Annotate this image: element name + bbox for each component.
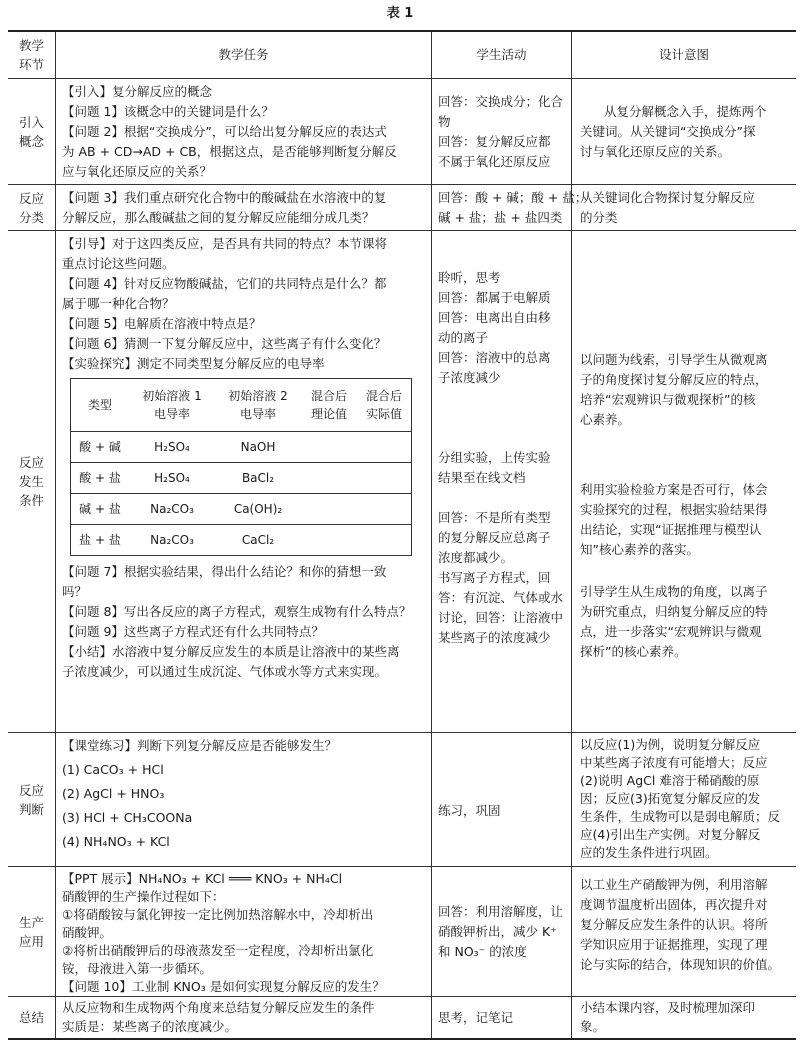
intent-line: 以反应(1)为例，说明复分解反应 bbox=[580, 737, 761, 752]
activity-line: 某些离子的浓度减少 bbox=[438, 630, 551, 645]
task-line: 子浓度减少，可以通过生成沉淀、气体或水等方式来实现。 bbox=[62, 664, 388, 679]
header-stage: 教学 环节 bbox=[18, 38, 44, 72]
activity-line: 浓度都减少。 bbox=[438, 550, 514, 565]
intent-line: 因；反应(3)拓宽复分解反应的发 bbox=[580, 791, 761, 806]
activity-line: 的复分解反应总离子 bbox=[438, 530, 551, 545]
experiment-row bbox=[71, 462, 411, 493]
activity-line: 回答：溶液中的总离 bbox=[438, 350, 551, 365]
activity-line: 书写离子方程式，回 bbox=[438, 570, 551, 585]
task-line: 【问题 2】根据“交换成分”，可以给出复分解反应的表达式 bbox=[62, 124, 387, 139]
task-line: ①将硝酸铵与氯化钾按一定比例加热溶解水中，冷却析出 bbox=[62, 907, 374, 922]
table-row bbox=[8, 230, 796, 732]
intent-line: 应(4)引出生产实例。对复分解反 bbox=[580, 827, 761, 842]
task-line: 应与氧化还原反应的关系？ bbox=[62, 164, 213, 179]
table-caption: 表 1 bbox=[386, 6, 414, 21]
intent-line: 利用实验检验方案是否可行，体会 bbox=[580, 482, 768, 497]
task-line: 【PPT 展示】NH₄NO₃ + KCl ═══ KNO₃ + NH₄Cl bbox=[62, 871, 343, 886]
intent-line: 的分类 bbox=[580, 210, 618, 225]
task-cell bbox=[56, 997, 432, 1038]
activity-cell bbox=[432, 79, 572, 184]
experiment-header: 初始溶液 1 电导率 bbox=[142, 389, 202, 421]
table-row bbox=[8, 732, 796, 866]
intent-line: 生条件，生成物可以是弱电解质；反 bbox=[580, 809, 781, 824]
experiment-cell: H₂SO₄ bbox=[154, 440, 190, 454]
task-line: 硝酸钾的生产操作过程如下： bbox=[62, 889, 225, 904]
activity-line: 回答：都属于电解质 bbox=[438, 290, 551, 305]
stage-conditions: 反应 发生 条件 bbox=[18, 455, 44, 508]
header-intent: 设计意图 bbox=[658, 47, 709, 62]
intent-line: 出结论，实现“证据推理与模型认 bbox=[580, 522, 762, 537]
task-line: 【问题 1】该概念中的关键词是什么？ bbox=[62, 104, 274, 119]
activity-line: 碱 + 盐；盐 + 盐四类 bbox=[438, 210, 563, 225]
activity-line: 思考，记笔记 bbox=[438, 1009, 514, 1025]
experiment-cell: 碱 + 盐 bbox=[79, 502, 121, 516]
experiment-cell: 盐 + 盐 bbox=[79, 533, 121, 547]
task-line: 【问题 3】我们重点研究化合物中的酸碱盐在水溶液中的复 bbox=[62, 190, 387, 205]
task-line: 重点讨论这些问题。 bbox=[62, 256, 175, 271]
activity-line: 讨论，回答：让溶液中 bbox=[438, 610, 564, 625]
experiment-header-row bbox=[71, 379, 411, 431]
task-line: 实质是：某些离子的浓度减少。 bbox=[62, 1019, 238, 1034]
experiment-cell: BaCl₂ bbox=[241, 471, 275, 485]
activity-line: 子浓度减少 bbox=[438, 370, 501, 385]
activity-line: 回答：利用溶解度，让 bbox=[438, 903, 564, 919]
table-row bbox=[8, 996, 796, 1038]
header-activity: 学生活动 bbox=[432, 32, 572, 78]
task-cell bbox=[56, 231, 432, 732]
task-line: 【课堂练习】判断下列复分解反应是否能够发生？ bbox=[62, 738, 338, 753]
task-line: 【问题 10】工业制 KNO₃ 是如何实现复分解反应的发生？ bbox=[62, 979, 385, 994]
activity-line: 结果至在线文档 bbox=[438, 470, 526, 485]
intent-line: 论与实际的结合，体现知识的价值。 bbox=[580, 957, 781, 972]
task-cell bbox=[56, 867, 432, 996]
intent-cell bbox=[572, 997, 796, 1038]
task-line: 从反应物和生成物两个角度来总结复分解反应发生的条件 bbox=[62, 1000, 375, 1015]
activity-line: 回答：电离出自由移 bbox=[438, 310, 551, 325]
task-line: (4) NH₄NO₃ + KCl bbox=[62, 834, 170, 849]
activity-line: 分组实验，上传实验 bbox=[438, 450, 551, 465]
experiment-header: 初始溶液 2 电导率 bbox=[228, 389, 288, 421]
experiment-table bbox=[70, 378, 412, 556]
experiment-cell: H₂SO₄ bbox=[154, 471, 190, 485]
activity-line: 回答：复分解反应都 bbox=[438, 133, 551, 149]
table-row bbox=[8, 78, 796, 184]
task-line: 【问题 9】这些离子方程式还有什么共同特点？ bbox=[62, 624, 324, 639]
intent-cell bbox=[572, 733, 796, 866]
experiment-row bbox=[71, 524, 411, 555]
experiment-header: 混合后 实际值 bbox=[365, 389, 402, 421]
experiment-header: 混合后 理论值 bbox=[310, 389, 347, 421]
intent-line: 小结本课内容，及时梳理加深印 bbox=[580, 1000, 756, 1015]
intent-cell bbox=[572, 231, 796, 732]
stage-intro: 引入 概念 bbox=[18, 114, 44, 149]
task-line: 分解反应，那么酸碱盐之间的复分解反应能细分成几类？ bbox=[62, 210, 375, 225]
task-cell bbox=[56, 185, 432, 230]
intent-line: 讨与氧化还原反应的关系。 bbox=[580, 143, 731, 159]
activity-line: 物 bbox=[438, 113, 451, 129]
intent-line: 子的角度探讨复分解反应的特点， bbox=[580, 372, 768, 387]
intent-line: 学知识应用于证据推理，实现了理 bbox=[580, 937, 768, 952]
intent-line: 中某些离子浓度有可能增大；反应 bbox=[580, 755, 768, 770]
intent-line: 象。 bbox=[580, 1019, 606, 1034]
task-line: (2) AgCl + HNO₃ bbox=[62, 786, 165, 801]
table-row bbox=[8, 866, 796, 996]
experiment-cell: 酸 + 碱 bbox=[79, 440, 121, 454]
task-cell bbox=[56, 79, 432, 184]
activity-line: 回答：交换成分；化合 bbox=[438, 93, 564, 109]
task-line: (1) CaCO₃ + HCl bbox=[62, 762, 164, 777]
task-line: 铵，母液进入第一步循环。 bbox=[62, 961, 213, 976]
intent-line: 复分解反应发生条件的认识。将所 bbox=[580, 917, 768, 932]
experiment-header: 类型 bbox=[87, 398, 112, 412]
intent-line: 度调节温度析出固体，再次提升对 bbox=[580, 897, 768, 912]
task-line: 吗？ bbox=[62, 584, 88, 599]
activity-cell bbox=[432, 997, 572, 1038]
activity-line: 不属于氧化还原反应 bbox=[438, 153, 551, 169]
intent-line: 从关键词化合物探讨复分解反应 bbox=[580, 190, 756, 205]
intent-line: 知”核心素养的落实。 bbox=[580, 542, 699, 557]
intent-line: 心素养。 bbox=[580, 412, 631, 427]
intent-line: 以工业生产硝酸钾为例，利用溶解 bbox=[580, 877, 768, 892]
intent-cell bbox=[572, 79, 796, 184]
experiment-cell: Na₂CO₃ bbox=[150, 502, 194, 516]
activity-cell bbox=[432, 733, 572, 866]
activity-line: 硝酸钾析出，减少 K⁺ bbox=[438, 923, 557, 939]
activity-line: 和 NO₃⁻ 的浓度 bbox=[438, 943, 527, 959]
intent-cell bbox=[572, 867, 796, 996]
activity-cell bbox=[432, 867, 572, 996]
stage-classify: 反应 分类 bbox=[18, 190, 44, 225]
activity-line: 答：有沉淀、气体或水 bbox=[438, 590, 564, 605]
experiment-row bbox=[71, 493, 411, 524]
task-line: 【实验探究】测定不同类型复分解反应的电导率 bbox=[62, 356, 325, 371]
activity-line: 聆听，思考 bbox=[438, 270, 501, 285]
task-line: ②将析出硝酸钾后的母液蒸发至一定程度，冷却析出氯化 bbox=[62, 943, 374, 958]
intent-line: 探析”的核心素养。 bbox=[580, 644, 687, 659]
experiment-cell: CaCl₂ bbox=[241, 533, 275, 547]
activity-line: 动的离子 bbox=[438, 330, 489, 345]
task-line: 【引入】复分解反应的概念 bbox=[62, 84, 213, 99]
task-line: 【问题 6】猜测一下复分解反应中，这些离子有什么变化？ bbox=[62, 336, 387, 351]
task-line: 硝酸钾。 bbox=[62, 925, 113, 940]
lesson-table bbox=[8, 30, 796, 1040]
experiment-cell: Ca(OH)₂ bbox=[233, 502, 283, 516]
task-line: 【问题 8】写出各反应的离子方程式，观察生成物有什么特点？ bbox=[62, 604, 412, 619]
task-line: 【问题 5】电解质在溶液中特点是？ bbox=[62, 316, 262, 331]
intent-line: 为研究重点，归纳复分解反应的特 bbox=[580, 604, 768, 619]
experiment-cell: NaOH bbox=[240, 440, 276, 454]
table-row bbox=[8, 184, 796, 230]
intent-line: 关键词。从关键词“交换成分”探 bbox=[580, 123, 756, 139]
task-line: 为 AB + CD→AD + CB，根据这点，是否能够判断复分解反 bbox=[62, 144, 397, 159]
intent-line: 点，进一步落实“宏观辨识与微观 bbox=[580, 624, 762, 639]
task-line: (3) HCl + CH₃COONa bbox=[62, 810, 193, 825]
task-line: 【问题 7】根据实验结果，得出什么结论？和你的猜想一致 bbox=[62, 564, 387, 579]
intent-line: 培养“宏观辨识与微观探析”的核 bbox=[580, 392, 756, 407]
stage-application: 生产 应用 bbox=[18, 914, 44, 949]
activity-line: 练习，巩固 bbox=[438, 802, 501, 818]
stage-summary: 总结 bbox=[18, 1010, 44, 1025]
table-header-row bbox=[8, 32, 796, 78]
experiment-cell: Na₂CO₃ bbox=[150, 533, 194, 547]
intent-line: 实验探究的过程，根据实验结果得 bbox=[580, 502, 768, 517]
task-cell bbox=[56, 733, 432, 866]
task-line: 【问题 4】针对反应物酸碱盐，它们的共同特点是什么？都 bbox=[62, 276, 387, 291]
activity-cell bbox=[432, 231, 572, 732]
experiment-cell: 酸 + 盐 bbox=[79, 471, 121, 485]
intent-line: 引导学生从生成物的角度，以离子 bbox=[580, 584, 768, 599]
task-line: 属于哪一种化合物？ bbox=[62, 296, 175, 311]
stage-judge: 反应 判断 bbox=[18, 782, 44, 817]
intent-line: 从复分解概念入手，提炼两个 bbox=[604, 103, 767, 119]
task-line: 【小结】水溶液中复分解反应发生的本质是让溶液中的某些离 bbox=[62, 644, 400, 659]
task-line: 【引导】对于这四类反应，是否具有共同的特点？本节课将 bbox=[62, 236, 388, 251]
intent-line: (2)说明 AgCl 难溶于稀硝酸的原 bbox=[580, 773, 760, 788]
intent-line: 应的发生条件进行巩固。 bbox=[580, 845, 718, 860]
activity-cell bbox=[432, 185, 588, 230]
activity-line: 回答：不是所有类型 bbox=[438, 510, 551, 525]
activity-line: 回答：酸 + 碱；酸 + 盐； bbox=[438, 190, 588, 205]
header-task: 教学任务 bbox=[56, 32, 432, 78]
experiment-row bbox=[71, 431, 411, 462]
intent-line: 以问题为线索，引导学生从微观离 bbox=[580, 352, 768, 367]
intent-cell bbox=[572, 185, 796, 230]
